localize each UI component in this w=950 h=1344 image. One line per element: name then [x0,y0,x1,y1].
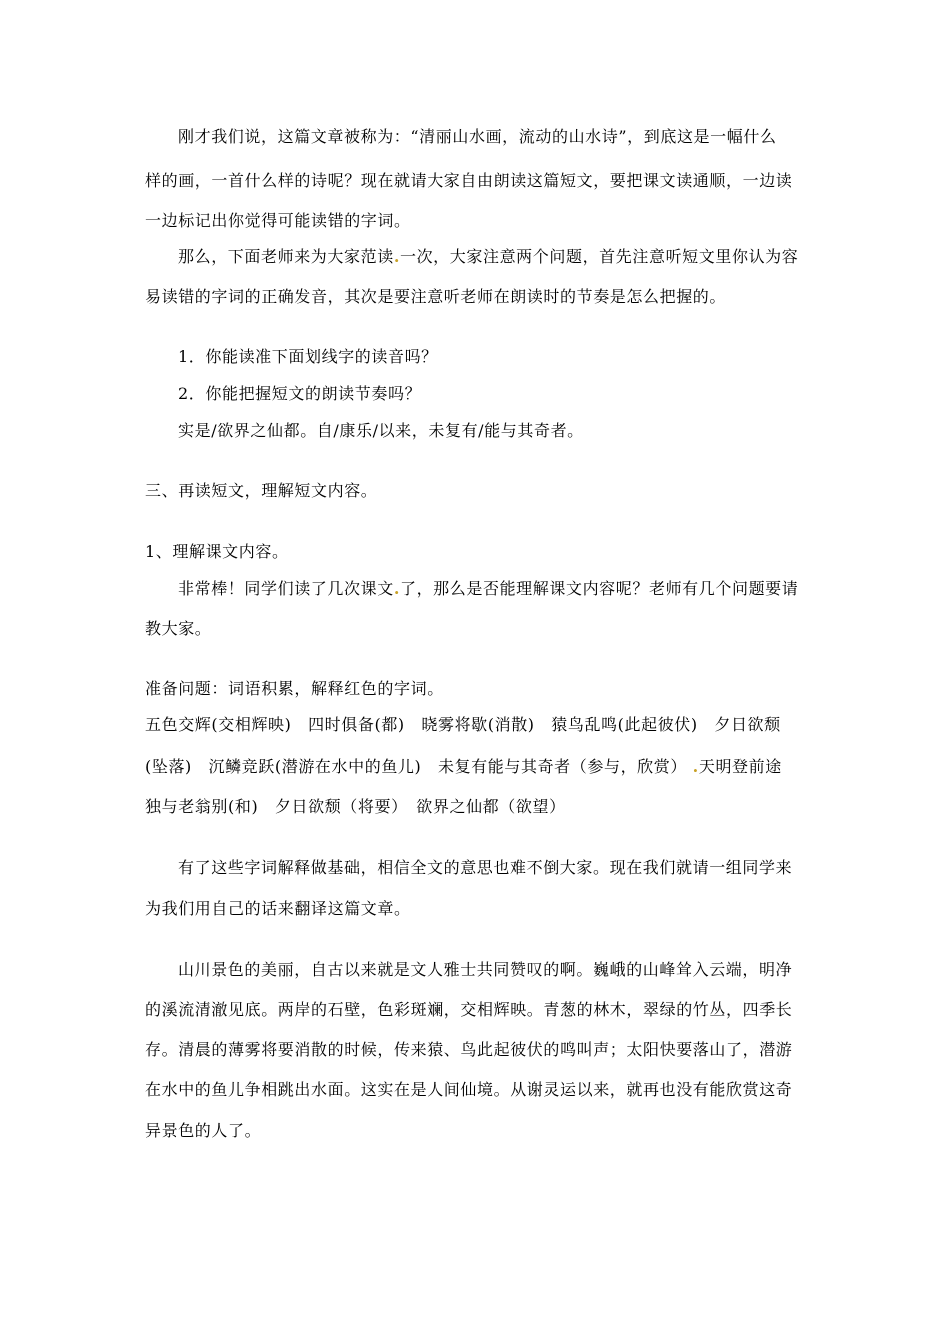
paragraph-2-line-1 [178,247,798,267]
emphasis-dot: . [393,247,400,266]
paragraph-2-part-a: 那么，下面老师来为大家范读 [178,247,394,266]
vocab-line-1: 五色交辉(交相辉映) 四时俱备(都) 晓雾将歇(消散) 猿鸟乱鸣(此起彼伏) 夕日欲颓 [145,715,781,734]
rhythm-example: 实是/欲界之仙都。自/康乐/以来，未复有/能与其奇者。 [178,421,584,440]
emphasis-dot: . [692,757,699,776]
translation-line-1: 山川景色的美丽，自古以来就是文人雅士共同赞叹的啊。巍峨的山峰耸入云端，明净 [178,960,793,979]
translation-line-5: 异景色的人了。 [145,1121,262,1140]
translation-line-2: 的溪流清澈见底。两岸的石壁，色彩斑斓，交相辉映。青葱的林木，翠绿的竹丛，四季长 [145,1000,793,1019]
vocab-line-3: 独与老翁别(和) 夕日欲颓（将要） 欲界之仙都（欲望） [145,797,566,816]
paragraph-4-line-2: 为我们用自己的话来翻译这篇文章。 [145,899,411,918]
paragraph-2-part-b: 一次，大家注意两个问题，首先注意听短文里你认为容 [399,247,799,266]
paragraph-4-line-1: 有了这些字词解释做基础，相信全文的意思也难不倒大家。现在我们就请一组同学来 [178,858,793,877]
translation-line-3: 存。清晨的薄雾将要消散的时候，传来猿、鸟此起彼伏的鸣叫声；太阳快要落山了，潜游 [145,1040,793,1059]
question-2: 2．你能把握短文的朗读节奏吗？ [178,384,422,403]
paragraph-1-line-3: 一边标记出你觉得可能读错的字词。 [145,211,411,230]
paragraph-1-line-1: 刚才我们说，这篇文章被称为：“清丽山水画，流动的山水诗”，到底这是一幅什么 [178,127,777,146]
translation-line-4: 在水中的鱼儿争相跳出水面。这实在是人间仙境。从谢灵运以来，就再也没有能欣赏这奇 [145,1080,793,1099]
paragraph-1-line-2: 样的画，一首什么样的诗呢？现在就请大家自由朗读这篇短文，要把课文读通顺，一边读 [145,171,793,190]
paragraph-3-line-1 [178,579,798,599]
paragraph-3-line-2: 教大家。 [145,619,212,638]
vocab-line-2-part-b: 天明登前途 [698,757,782,776]
paragraph-2-line-2: 易读错的字词的正确发音，其次是要注意听老师在朗读时的节奏是怎么把握的。 [145,287,727,306]
vocab-line-2 [145,757,782,777]
section-3-heading: 三、再读短文，理解短文内容。 [145,481,378,500]
paragraph-3-part-b: 了，那么是否能理解课文内容呢？老师有几个问题要请 [399,579,799,598]
prep-question: 准备问题：词语积累，解释红色的字词。 [145,679,444,698]
vocab-line-2-part-a: (坠落) 沉鳞竞跃(潜游在水中的鱼儿) 未复有能与其奇者（参与，欣赏） [145,757,687,776]
emphasis-dot: . [393,579,400,598]
subsection-1-heading: 1、理解课文内容。 [145,542,289,561]
question-1: 1．你能读准下面划线字的读音吗？ [178,347,438,366]
paragraph-3-part-a: 非常棒！同学们读了几次课文 [178,579,394,598]
